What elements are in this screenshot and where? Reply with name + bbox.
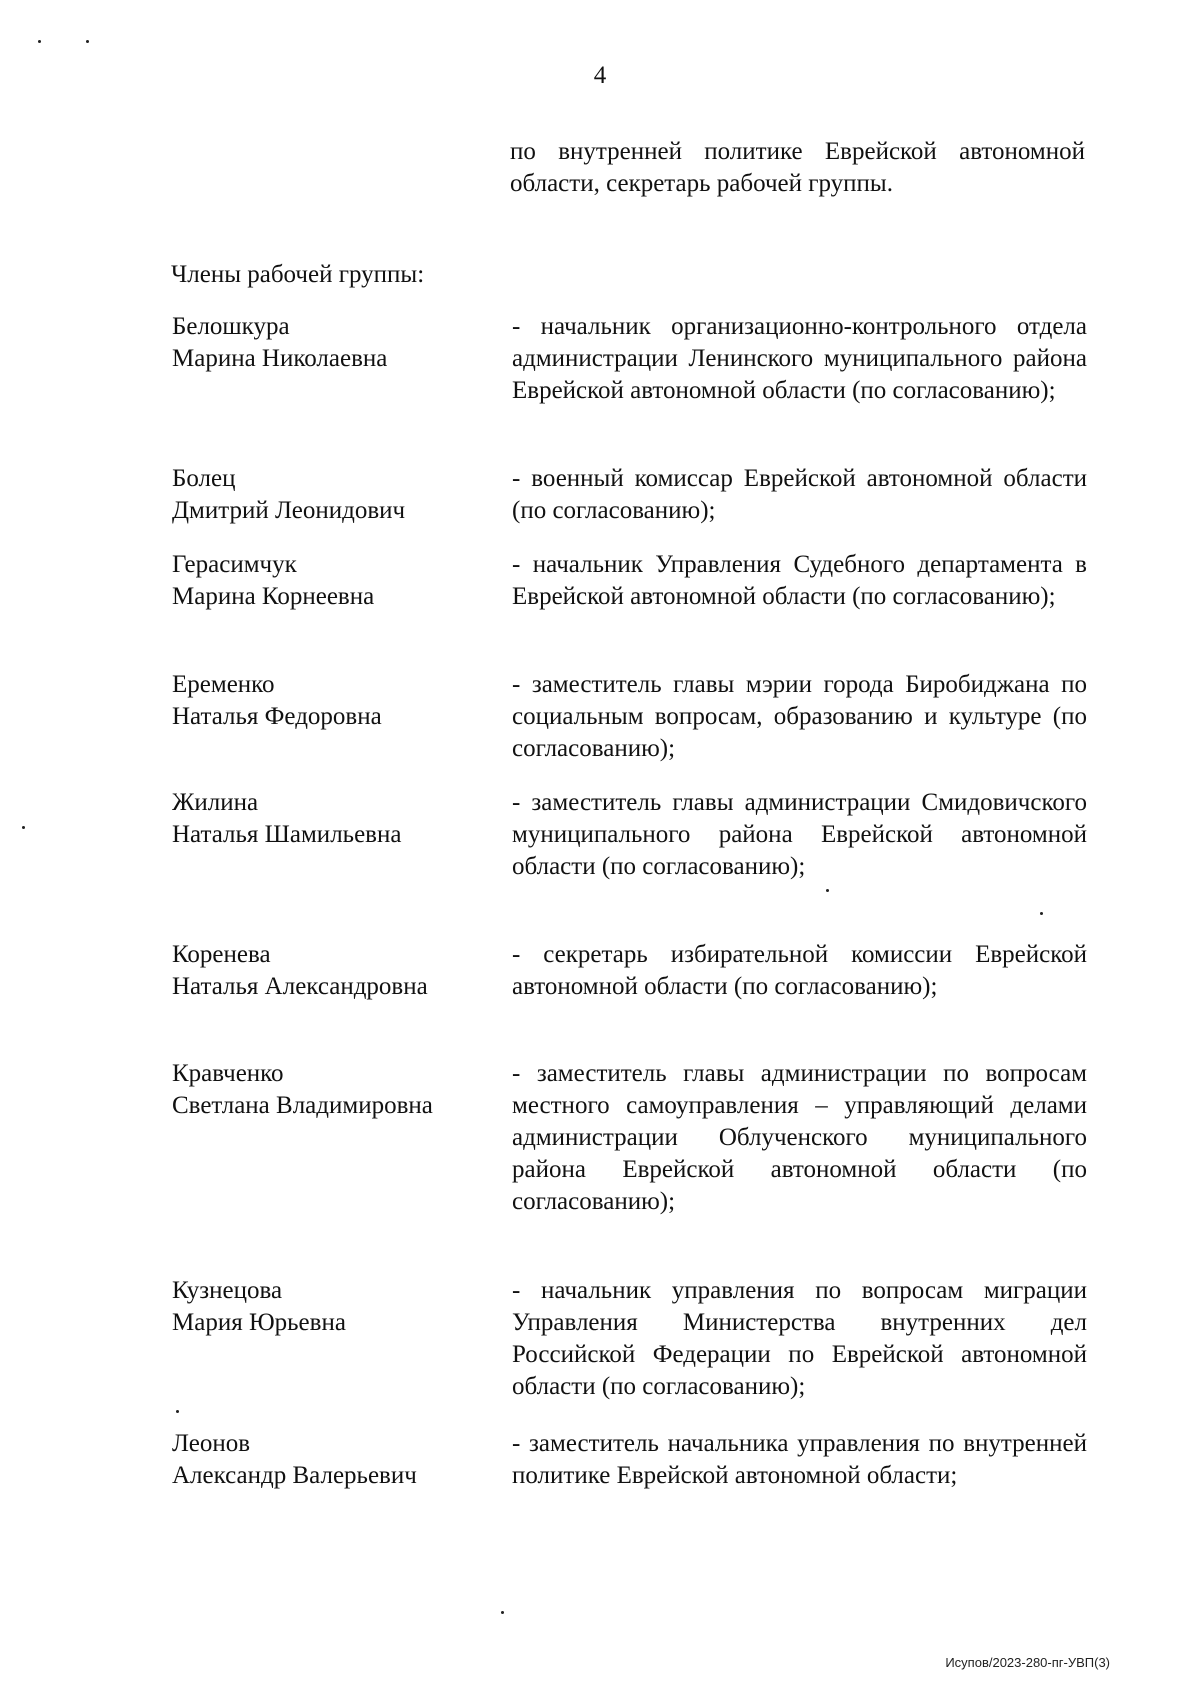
member-role: - заместитель начальника управления по внутренней политике Еврейской автономной области; (512, 1430, 1087, 1489)
continuation-text: по внутренней политике Еврейской автономной области, секретарь рабочей группы. (510, 138, 1085, 197)
scan-speck (86, 40, 89, 43)
member-name (172, 549, 492, 613)
member-given-name: Мария Юрьевна (172, 1309, 346, 1336)
member-name (172, 669, 492, 733)
scan-speck (826, 889, 829, 892)
member-surname: Еременко (172, 671, 275, 698)
member-role: - начальник управления по вопросам миграции Управления Министерства внутренних дел Российской Федерации по Еврейской автономной области (по согласованию); (512, 1277, 1087, 1400)
member-role: - заместитель главы администрации по вопросам местного самоуправления – управляющий делами администрации Облученского муниципального района Еврейской автономной области (по согласованию); (512, 1060, 1087, 1215)
member-surname: Белошкура (172, 313, 290, 340)
member-name (172, 787, 492, 851)
member-given-name: Наталья Александровна (172, 973, 428, 1000)
members-heading: Члены рабочей группы: (171, 261, 425, 288)
scan-speck (38, 40, 41, 43)
scan-speck (176, 1410, 179, 1413)
member-role: - заместитель главы мэрии города Биробиджана по социальным вопросам, образованию и культуре (по согласованию); (512, 671, 1087, 762)
member-name (172, 1275, 492, 1339)
scan-speck (22, 826, 25, 829)
scan-speck (1040, 912, 1043, 915)
member-given-name: Марина Корнеевна (172, 583, 375, 610)
member-role: - начальник Управления Судебного департамента в Еврейской автономной области (по согласованию); (512, 551, 1087, 610)
member-role: - секретарь избирательной комиссии Еврейской автономной области (по согласованию); (512, 941, 1087, 1000)
member-surname: Кравченко (172, 1060, 284, 1087)
member-name (172, 1058, 492, 1122)
member-name (172, 1428, 492, 1492)
member-given-name: Дмитрий Леонидович (172, 497, 406, 524)
member-name (172, 939, 492, 1003)
member-surname: Леонов (172, 1430, 251, 1457)
member-given-name: Светлана Владимировна (172, 1092, 433, 1119)
member-role: - начальник организационно-контрольного отдела администрации Ленинского муниципального района Еврейской автономной области (по согласованию); (512, 313, 1087, 404)
member-surname: Болец (172, 465, 236, 492)
member-surname: Коренева (172, 941, 271, 968)
member-name (172, 463, 492, 527)
member-given-name: Наталья Шамильевна (172, 821, 402, 848)
document-reference-code: Исупов/2023-280-пг-УВП(3) (945, 1655, 1110, 1670)
member-given-name: Наталья Федоровна (172, 703, 382, 730)
member-surname: Кузнецова (172, 1277, 283, 1304)
page-number: 4 (593, 62, 607, 89)
member-role: - военный комиссар Еврейской автономной области (по согласованию); (512, 465, 1087, 524)
scan-speck (501, 1611, 504, 1614)
member-surname: Жилина (172, 789, 259, 816)
member-surname: Герасимчук (172, 551, 297, 578)
member-role: - заместитель главы администрации Смидовичского муниципального района Еврейской автономной области (по согласованию); (512, 789, 1087, 880)
member-given-name: Марина Николаевна (172, 345, 388, 372)
member-given-name: Александр Валерьевич (172, 1462, 417, 1489)
member-name (172, 311, 492, 375)
